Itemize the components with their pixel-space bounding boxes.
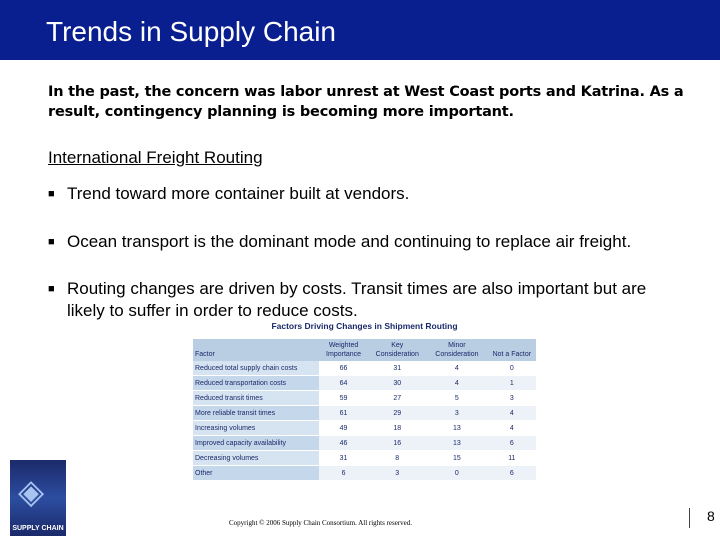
bullet-item <box>48 231 688 253</box>
table-cell: 64 <box>319 376 369 391</box>
table-header-row <box>193 339 536 361</box>
page-title: Trends in Supply Chain <box>46 16 337 47</box>
table-row <box>193 421 536 436</box>
table-cell: 6 <box>319 466 369 481</box>
logo-graphic-icon: ◈ <box>18 472 45 512</box>
bullet-text: Ocean transport is the dominant mode and continuing to replace air freight. <box>67 232 632 251</box>
table-cell: 49 <box>319 421 369 436</box>
table-cell: Reduced transit times <box>193 391 319 406</box>
bullet-square-icon: ■ <box>48 283 55 295</box>
table-cell: Reduced transportation costs <box>193 376 319 391</box>
table-cell: 29 <box>368 406 426 421</box>
copyright-text: Copyright © 2006 Supply Chain Consortium. All rights reserved. <box>229 519 413 527</box>
table-cell: 13 <box>426 421 488 436</box>
table-row <box>193 406 536 421</box>
supply-chain-logo <box>10 460 66 536</box>
table-cell: Reduced total supply chain costs <box>193 361 319 376</box>
footer-divider <box>689 508 690 528</box>
column-header: Not a Factor <box>488 339 536 361</box>
table-cell: 4 <box>488 421 536 436</box>
table-row <box>193 436 536 451</box>
table-cell: 6 <box>488 466 536 481</box>
table-cell: Increasing volumes <box>193 421 319 436</box>
table-cell: 3 <box>488 391 536 406</box>
table-title: Factors Driving Changes in Shipment Routing <box>271 321 458 331</box>
table-row <box>193 376 536 391</box>
table-cell: 15 <box>426 451 488 466</box>
table-cell: 16 <box>368 436 426 451</box>
table-cell: 11 <box>488 451 536 466</box>
table-cell: 8 <box>368 451 426 466</box>
table-cell: Decreasing volumes <box>193 451 319 466</box>
table-cell: 3 <box>368 466 426 481</box>
table-cell: 6 <box>488 436 536 451</box>
table-row <box>193 361 536 376</box>
table-cell: 46 <box>319 436 369 451</box>
table-row <box>193 466 536 481</box>
table-cell: 31 <box>319 451 369 466</box>
table-cell: 4 <box>488 406 536 421</box>
column-header: Key Consideration <box>368 339 426 361</box>
table-cell: 4 <box>426 376 488 391</box>
table-cell: 0 <box>426 466 488 481</box>
section-title: International Freight Routing <box>48 148 263 167</box>
table-cell: Other <box>193 466 319 481</box>
bullet-text: Routing changes are driven by costs. Transit times are also important but are likely to suffer in order to reduce costs. <box>67 279 647 320</box>
page-number: 8 <box>707 508 715 524</box>
table-cell: 61 <box>319 406 369 421</box>
bullet-text: Trend toward more container built at vendors. <box>67 184 410 203</box>
table-row <box>193 391 536 406</box>
factors-table-figure <box>193 321 536 483</box>
table-cell: 4 <box>426 361 488 376</box>
factors-table <box>193 339 536 481</box>
table-cell: 0 <box>488 361 536 376</box>
table-cell: 13 <box>426 436 488 451</box>
table-cell: Improved capacity availability <box>193 436 319 451</box>
bullet-item <box>48 278 688 322</box>
table-cell: 5 <box>426 391 488 406</box>
table-cell: 30 <box>368 376 426 391</box>
bullet-square-icon: ■ <box>48 188 55 200</box>
table-cell: More reliable transit times <box>193 406 319 421</box>
column-header: Minor Consideration <box>426 339 488 361</box>
table-cell: 66 <box>319 361 369 376</box>
intro-paragraph: In the past, the concern was labor unrest at West Coast ports and Katrina. As a result, contingency planning is becoming more important. <box>48 84 684 120</box>
column-header: Weighted Importance <box>319 339 369 361</box>
table-cell: 27 <box>368 391 426 406</box>
table-cell: 3 <box>426 406 488 421</box>
table-cell: 18 <box>368 421 426 436</box>
bullet-square-icon: ■ <box>48 236 55 248</box>
table-cell: 1 <box>488 376 536 391</box>
column-header: Factor <box>193 339 319 361</box>
title-bar <box>0 0 720 60</box>
logo-text: SUPPLY CHAIN <box>12 525 64 532</box>
bullet-item <box>48 183 688 205</box>
table-row <box>193 451 536 466</box>
table-cell: 31 <box>368 361 426 376</box>
table-cell: 59 <box>319 391 369 406</box>
